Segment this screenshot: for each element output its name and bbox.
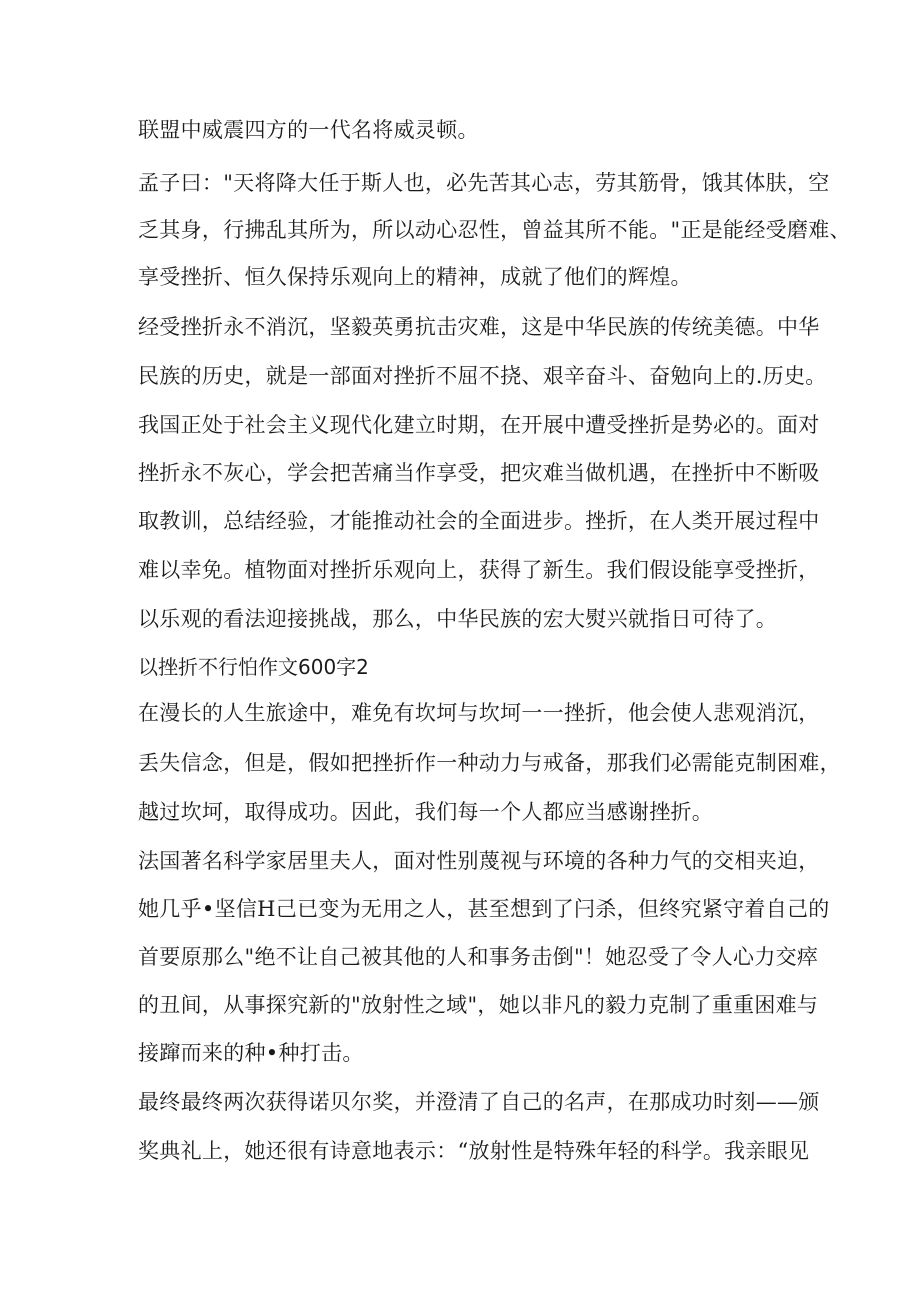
- text-line: 的丑间，从事探究新的"放射性之域"，她以非凡的毅力克制了重重困难与: [138, 993, 819, 1017]
- text-line: 经受挫折永不消沉，坚毅英勇抗击灾难，这是中华民族的传统美德。中华: [138, 315, 820, 339]
- text-line: 联盟中威震四方的一代名将威灵顿。: [138, 118, 479, 142]
- text-line: 我国正处于社会主义现代化建立时期，在开展中遭受挫折是势必的。面对: [138, 413, 820, 437]
- text-line: 首要原那么"绝不让自己被其他的人和事务击倒"！她忍受了令人心力交瘁: [138, 945, 819, 969]
- text-line: 奖典礼上，她还很有诗意地表示：“放射性是特殊年轻的科学。我亲眼见: [138, 1139, 810, 1163]
- text-line: 以乐观的看法迎接挑战，那么，中华民族的宏大熨兴就指日可待了。: [138, 607, 777, 631]
- text-line: 她几乎•坚信H己已变为无用之人，甚至想到了闩杀，但终究紧守着自己的: [138, 897, 830, 921]
- text-line: 乏其身，行拂乱其所为，所以动心忍性，曾益其所不能。"正是能经受磨难、: [138, 218, 851, 242]
- text-line: 法国著名科学家居里夫人，面对性别蔑视与环境的各种力气的交相夹迫，: [138, 849, 820, 873]
- text-line: 最终最终两次获得诺贝尔奖，并澄清了自己的名声，在那成功时刻——颁: [138, 1090, 820, 1114]
- text-line: 享受挫折、恒久保持乐观向上的精神，成就了他们的辉煌。: [138, 265, 692, 289]
- section-heading: 以挫折不行怕作文600字2: [138, 655, 369, 679]
- text-line: 民族的历史，就是一部面对挫折不屈不挠、艰辛奋斗、奋勉向上的.历史。: [138, 364, 827, 388]
- text-line: 挫折永不灰心，学会把苦痛当作享受，把灾难当做机遇，在挫折中不断吸: [138, 461, 820, 485]
- text-line: 取教训，总结经验，才能推动社会的全面进步。挫折，在人类开展过程中: [138, 509, 820, 533]
- text-line: 在漫长的人生旅途中，难免有坎坷与坎坷一一挫折，他会使人悲观消沉，: [138, 701, 820, 725]
- text-line: 孟子曰："天将降大任于斯人也，必先苦其心志，劳其筋骨，饿其体肤，空: [138, 171, 830, 195]
- text-line: 接蹿而来的种•种打击。: [138, 1041, 364, 1065]
- text-line: 越过坎坷，取得成功。因此，我们每一个人都应当感谢挫折。: [138, 800, 714, 824]
- text-line: 丢失信念，但是，假如把挫折作一种动力与戒备，那我们必需能克制困难，: [138, 751, 841, 775]
- text-line: 难以幸免。植物面对挫折乐观向上，获得了新生。我们假设能享受挫折，: [138, 558, 820, 582]
